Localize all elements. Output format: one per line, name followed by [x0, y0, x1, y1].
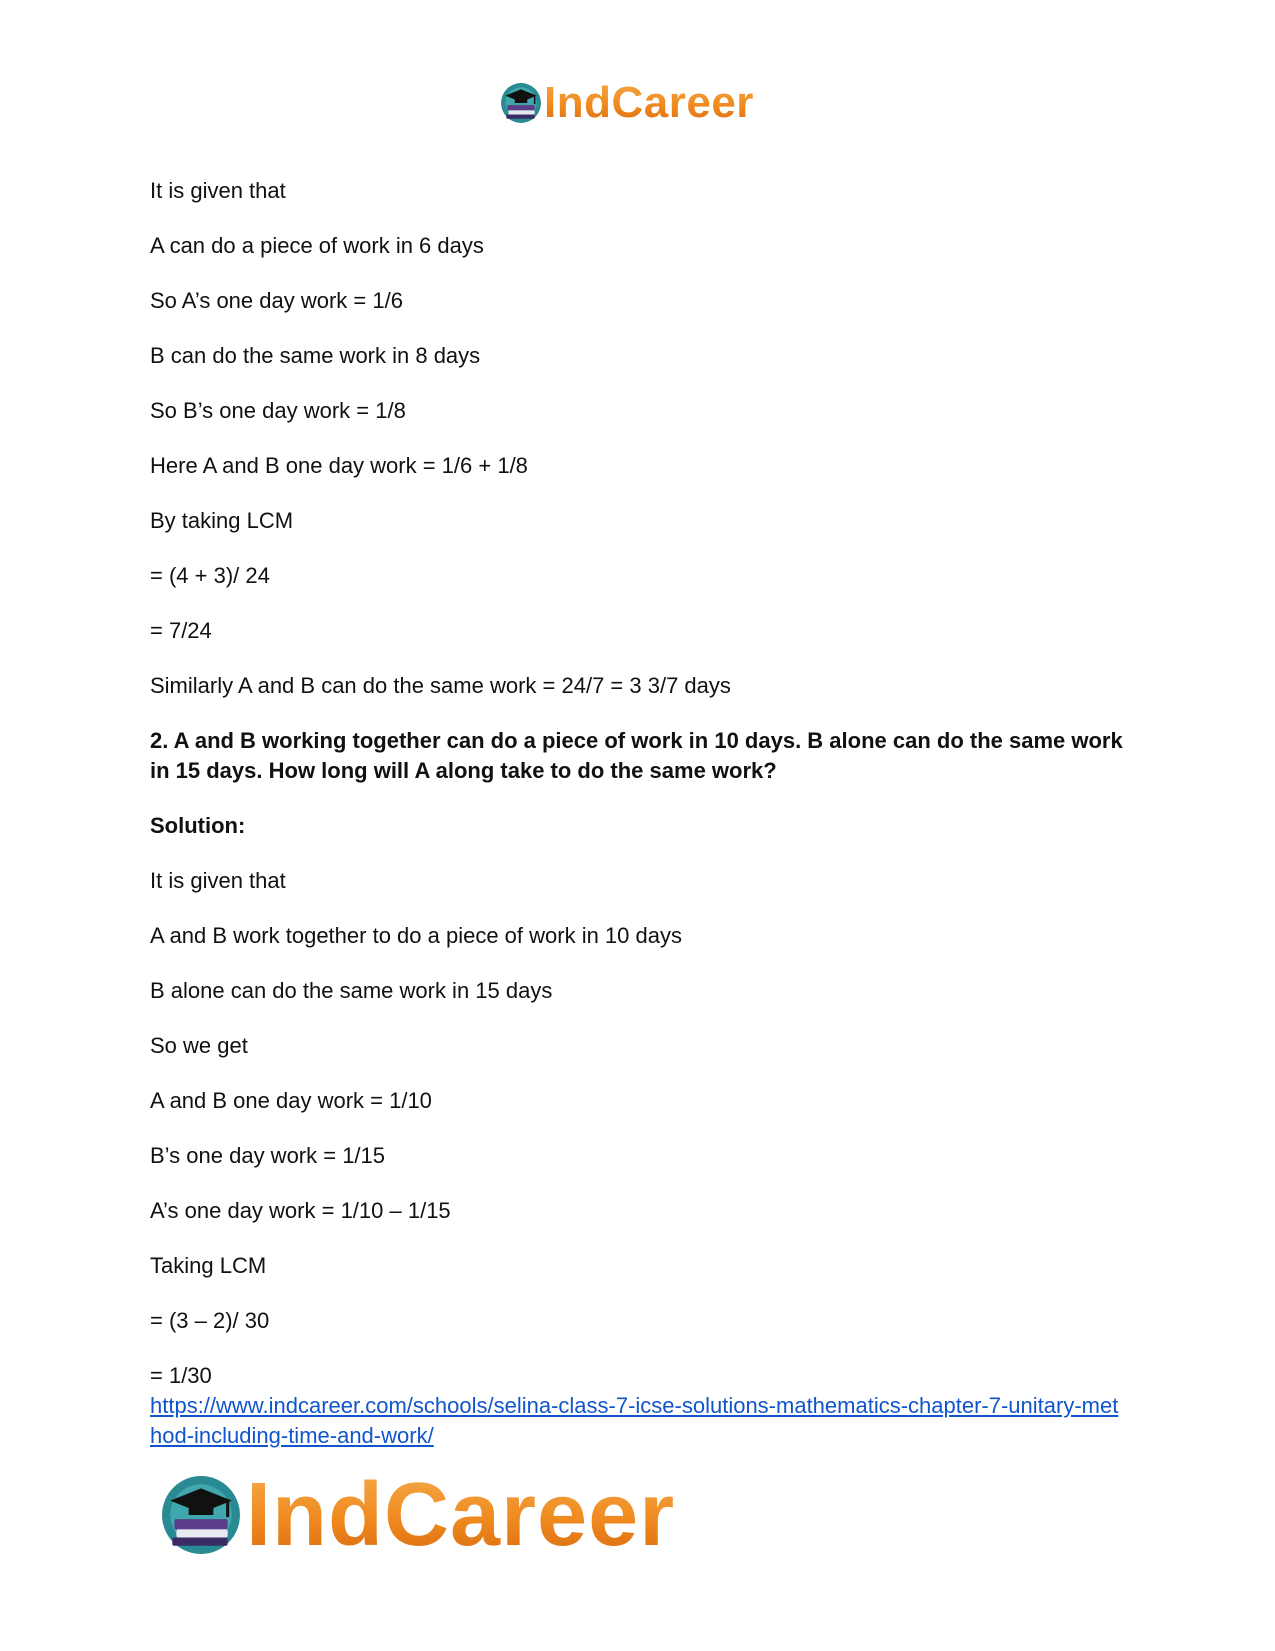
text-line: A can do a piece of work in 6 days: [150, 233, 484, 258]
solution-label: Solution:: [150, 813, 246, 838]
text-line: It is given that: [150, 868, 286, 893]
text-line: So A’s one day work = 1/6: [150, 288, 403, 313]
text-line: So we get: [150, 1033, 248, 1058]
source-link[interactable]: https://www.indcareer.com/schools/selina-class-7-icse-solutions-mathematics-chapter-7-unitary-method-including-time-and-work/: [150, 1393, 1119, 1448]
text-line: Similarly A and B can do the same work = 24/7 = 3 3/7 days: [150, 673, 731, 698]
logo-wordmark: IndCareer: [544, 78, 754, 127]
text-line: It is given that: [150, 178, 286, 203]
text-line: So B’s one day work = 1/8: [150, 398, 406, 423]
text-line: Here A and B one day work = 1/6 + 1/8: [150, 453, 528, 478]
graduation-books-icon: [160, 1474, 242, 1556]
text-line: By taking LCM: [150, 508, 294, 533]
text-line: = (3 – 2)/ 30: [150, 1308, 270, 1333]
text-line: = 7/24: [150, 618, 212, 643]
logo-wordmark: IndCareer: [246, 1465, 676, 1565]
text-line: A and B one day work = 1/10: [150, 1088, 432, 1113]
text-line: B’s one day work = 1/15: [150, 1143, 386, 1168]
header-logo: [500, 78, 754, 128]
question-heading: 2. A and B working together can do a piece of work in 10 days. B alone can do the same work in 15 days. How long will A along take to do the same work?: [150, 728, 1123, 783]
text-line: B alone can do the same work in 15 days: [150, 978, 553, 1003]
text-line: Taking LCM: [150, 1253, 267, 1278]
footer-logo: [160, 1465, 676, 1565]
text-line: = (4 + 3)/ 24: [150, 563, 270, 588]
text-line: B can do the same work in 8 days: [150, 343, 481, 368]
text-line: A and B work together to do a piece of work in 10 days: [150, 923, 682, 948]
text-line: = 1/30: [150, 1363, 212, 1388]
graduation-books-icon: [500, 82, 542, 124]
text-line: A’s one day work = 1/10 – 1/15: [150, 1198, 451, 1223]
document-body: [150, 176, 1130, 1451]
